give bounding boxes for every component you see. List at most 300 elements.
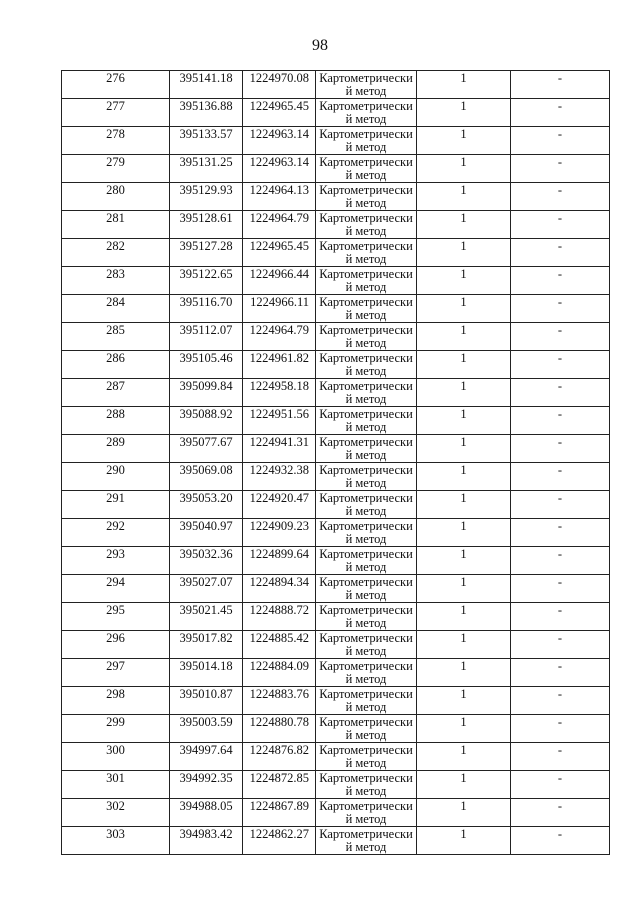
method-cell	[316, 379, 417, 407]
accuracy-cell	[417, 519, 511, 547]
x-coordinate-cell-text: 395099.84	[179, 379, 233, 393]
point-number-cell	[62, 743, 170, 771]
point-number-cell	[62, 127, 170, 155]
accuracy-cell	[417, 155, 511, 183]
point-number-cell-text: 301	[106, 771, 125, 785]
point-number-cell	[62, 603, 170, 631]
table-row	[62, 99, 610, 127]
note-cell-text: -	[557, 295, 563, 309]
note-cell-text: -	[557, 687, 563, 701]
x-coordinate-cell-text: 395128.61	[179, 211, 233, 225]
method-line-1: Картометрически	[319, 183, 413, 197]
method-cell	[316, 687, 417, 715]
method-line-2: й метод	[345, 812, 387, 826]
point-number-cell	[62, 99, 170, 127]
y-coordinate-cell	[243, 659, 316, 687]
method-line-2: й метод	[345, 728, 387, 742]
method-line-1: Картометрически	[319, 575, 413, 589]
point-number-cell-text: 289	[106, 435, 125, 449]
y-coordinate-cell-text: 1224920.47	[249, 491, 309, 505]
x-coordinate-cell	[170, 295, 243, 323]
x-coordinate-cell-text: 395069.08	[179, 463, 233, 477]
y-coordinate-cell-text: 1224961.82	[249, 351, 309, 365]
method-line-2: й метод	[345, 840, 387, 854]
y-coordinate-cell	[243, 155, 316, 183]
note-cell	[511, 183, 610, 211]
note-cell	[511, 239, 610, 267]
point-number-cell-text: 297	[106, 659, 125, 673]
method-line-1: Картометрически	[319, 799, 413, 813]
table-row	[62, 211, 610, 239]
x-coordinate-cell	[170, 155, 243, 183]
note-cell	[511, 687, 610, 715]
note-cell	[511, 603, 610, 631]
note-cell	[511, 547, 610, 575]
method-line-2: й метод	[345, 532, 387, 546]
table-row	[62, 575, 610, 603]
y-coordinate-cell-text: 1224872.85	[249, 771, 309, 785]
x-coordinate-cell-text: 395127.28	[179, 239, 233, 253]
note-cell-text: -	[557, 211, 563, 225]
y-coordinate-cell	[243, 351, 316, 379]
x-coordinate-cell-text: 395003.59	[179, 715, 233, 729]
y-coordinate-cell-text: 1224867.89	[249, 799, 309, 813]
point-number-cell-text: 279	[106, 155, 125, 169]
accuracy-cell	[417, 323, 511, 351]
y-coordinate-cell-text: 1224965.45	[249, 239, 309, 253]
method-cell	[316, 659, 417, 687]
point-number-cell	[62, 155, 170, 183]
x-coordinate-cell-text: 395133.57	[179, 127, 233, 141]
y-coordinate-cell-text: 1224965.45	[249, 99, 309, 113]
y-coordinate-cell	[243, 267, 316, 295]
method-cell	[316, 631, 417, 659]
point-number-cell	[62, 463, 170, 491]
coordinates-table	[61, 70, 610, 855]
method-line-2: й метод	[345, 84, 387, 98]
accuracy-cell	[417, 71, 511, 99]
table-body	[62, 71, 610, 855]
method-cell	[316, 155, 417, 183]
method-line-2: й метод	[345, 168, 387, 182]
method-cell	[316, 239, 417, 267]
point-number-cell-text: 298	[106, 687, 125, 701]
y-coordinate-cell	[243, 99, 316, 127]
method-line-2: й метод	[345, 392, 387, 406]
table-row	[62, 547, 610, 575]
table-row	[62, 379, 610, 407]
method-cell	[316, 519, 417, 547]
table-row	[62, 603, 610, 631]
y-coordinate-cell	[243, 771, 316, 799]
accuracy-cell-text: 1	[460, 295, 467, 309]
y-coordinate-cell	[243, 687, 316, 715]
table-row	[62, 323, 610, 351]
note-cell	[511, 771, 610, 799]
method-line-2: й метод	[345, 224, 387, 238]
point-number-cell	[62, 435, 170, 463]
note-cell	[511, 127, 610, 155]
table-row	[62, 715, 610, 743]
note-cell	[511, 71, 610, 99]
point-number-cell-text: 292	[106, 519, 125, 533]
method-line-2: й метод	[345, 336, 387, 350]
x-coordinate-cell-text: 394992.35	[179, 771, 233, 785]
method-cell	[316, 407, 417, 435]
point-number-cell	[62, 71, 170, 99]
y-coordinate-cell	[243, 743, 316, 771]
method-line-1: Картометрически	[319, 211, 413, 225]
method-line-1: Картометрически	[319, 463, 413, 477]
accuracy-cell-text: 1	[460, 351, 467, 365]
method-cell	[316, 743, 417, 771]
table-row	[62, 771, 610, 799]
method-cell	[316, 295, 417, 323]
y-coordinate-cell-text: 1224932.38	[249, 463, 309, 477]
accuracy-cell	[417, 351, 511, 379]
accuracy-cell-text: 1	[460, 407, 467, 421]
note-cell	[511, 295, 610, 323]
note-cell	[511, 631, 610, 659]
accuracy-cell	[417, 743, 511, 771]
y-coordinate-cell-text: 1224963.14	[249, 155, 309, 169]
point-number-cell-text: 278	[106, 127, 125, 141]
y-coordinate-cell	[243, 463, 316, 491]
y-coordinate-cell	[243, 379, 316, 407]
method-line-1: Картометрически	[319, 771, 413, 785]
method-line-2: й метод	[345, 588, 387, 602]
point-number-cell-text: 285	[106, 323, 125, 337]
accuracy-cell-text: 1	[460, 99, 467, 113]
method-cell	[316, 323, 417, 351]
accuracy-cell	[417, 687, 511, 715]
note-cell-text: -	[557, 99, 563, 113]
method-line-1: Картометрически	[319, 295, 413, 309]
y-coordinate-cell	[243, 435, 316, 463]
table-row	[62, 659, 610, 687]
method-line-2: й метод	[345, 784, 387, 798]
point-number-cell-text: 295	[106, 603, 125, 617]
note-cell	[511, 799, 610, 827]
accuracy-cell-text: 1	[460, 211, 467, 225]
x-coordinate-cell	[170, 715, 243, 743]
point-number-cell-text: 293	[106, 547, 125, 561]
accuracy-cell-text: 1	[460, 519, 467, 533]
y-coordinate-cell-text: 1224966.11	[250, 295, 309, 309]
x-coordinate-cell-text: 395014.18	[179, 659, 233, 673]
accuracy-cell-text: 1	[460, 491, 467, 505]
y-coordinate-cell	[243, 239, 316, 267]
accuracy-cell-text: 1	[460, 659, 467, 673]
method-line-1: Картометрически	[319, 519, 413, 533]
note-cell-text: -	[557, 183, 563, 197]
accuracy-cell	[417, 295, 511, 323]
x-coordinate-cell-text: 395027.07	[179, 575, 233, 589]
point-number-cell	[62, 715, 170, 743]
accuracy-cell	[417, 799, 511, 827]
accuracy-cell-text: 1	[460, 379, 467, 393]
accuracy-cell-text: 1	[460, 239, 467, 253]
point-number-cell	[62, 631, 170, 659]
method-line-2: й метод	[345, 504, 387, 518]
y-coordinate-cell-text: 1224883.76	[249, 687, 309, 701]
note-cell-text: -	[557, 771, 563, 785]
x-coordinate-cell	[170, 351, 243, 379]
accuracy-cell	[417, 603, 511, 631]
accuracy-cell	[417, 631, 511, 659]
x-coordinate-cell	[170, 379, 243, 407]
method-line-1: Картометрически	[319, 71, 413, 85]
accuracy-cell	[417, 407, 511, 435]
method-cell	[316, 827, 417, 855]
x-coordinate-cell	[170, 127, 243, 155]
x-coordinate-cell	[170, 435, 243, 463]
table-row	[62, 687, 610, 715]
x-coordinate-cell	[170, 519, 243, 547]
y-coordinate-cell-text: 1224963.14	[249, 127, 309, 141]
accuracy-cell	[417, 127, 511, 155]
x-coordinate-cell-text: 395122.65	[179, 267, 233, 281]
x-coordinate-cell-text: 395032.36	[179, 547, 233, 561]
note-cell	[511, 323, 610, 351]
point-number-cell	[62, 659, 170, 687]
point-number-cell-text: 284	[106, 295, 125, 309]
point-number-cell-text: 277	[106, 99, 125, 113]
x-coordinate-cell-text: 395112.07	[179, 323, 233, 337]
accuracy-cell-text: 1	[460, 631, 467, 645]
y-coordinate-cell-text: 1224909.23	[249, 519, 309, 533]
method-line-1: Картометрически	[319, 547, 413, 561]
table-row	[62, 71, 610, 99]
method-line-1: Картометрически	[319, 743, 413, 757]
method-line-1: Картометрически	[319, 267, 413, 281]
x-coordinate-cell-text: 395088.92	[179, 407, 233, 421]
accuracy-cell-text: 1	[460, 603, 467, 617]
x-coordinate-cell	[170, 659, 243, 687]
table-row	[62, 295, 610, 323]
accuracy-cell	[417, 771, 511, 799]
x-coordinate-cell-text: 394988.05	[179, 799, 233, 813]
point-number-cell-text: 276	[106, 71, 125, 85]
note-cell-text: -	[557, 239, 563, 253]
y-coordinate-cell-text: 1224941.31	[249, 435, 309, 449]
point-number-cell	[62, 771, 170, 799]
accuracy-cell	[417, 463, 511, 491]
y-coordinate-cell-text: 1224951.56	[249, 407, 309, 421]
method-cell	[316, 491, 417, 519]
table-row	[62, 183, 610, 211]
method-line-2: й метод	[345, 252, 387, 266]
table-row	[62, 799, 610, 827]
y-coordinate-cell	[243, 491, 316, 519]
table-row	[62, 407, 610, 435]
note-cell	[511, 99, 610, 127]
x-coordinate-cell	[170, 239, 243, 267]
y-coordinate-cell-text: 1224958.18	[249, 379, 309, 393]
x-coordinate-cell-text: 395053.20	[179, 491, 233, 505]
method-line-1: Картометрически	[319, 99, 413, 113]
table-row	[62, 155, 610, 183]
y-coordinate-cell	[243, 407, 316, 435]
note-cell-text: -	[557, 351, 563, 365]
point-number-cell-text: 288	[106, 407, 125, 421]
method-cell	[316, 211, 417, 239]
point-number-cell-text: 282	[106, 239, 125, 253]
point-number-cell	[62, 519, 170, 547]
accuracy-cell-text: 1	[460, 71, 467, 85]
method-line-1: Картометрически	[319, 687, 413, 701]
method-cell	[316, 799, 417, 827]
note-cell-text: -	[557, 127, 563, 141]
accuracy-cell-text: 1	[460, 323, 467, 337]
x-coordinate-cell-text: 395136.88	[179, 99, 233, 113]
note-cell-text: -	[557, 435, 563, 449]
point-number-cell	[62, 799, 170, 827]
note-cell	[511, 575, 610, 603]
y-coordinate-cell	[243, 547, 316, 575]
method-line-1: Картометрически	[319, 155, 413, 169]
y-coordinate-cell	[243, 295, 316, 323]
x-coordinate-cell-text: 395141.18	[179, 71, 233, 85]
accuracy-cell	[417, 827, 511, 855]
accuracy-cell-text: 1	[460, 827, 467, 841]
note-cell	[511, 463, 610, 491]
note-cell-text: -	[557, 407, 563, 421]
x-coordinate-cell	[170, 183, 243, 211]
note-cell	[511, 351, 610, 379]
point-number-cell-text: 283	[106, 267, 125, 281]
x-coordinate-cell-text: 395017.82	[179, 631, 233, 645]
method-line-1: Картометрически	[319, 827, 413, 841]
x-coordinate-cell	[170, 771, 243, 799]
point-number-cell	[62, 547, 170, 575]
point-number-cell	[62, 379, 170, 407]
point-number-cell-text: 294	[106, 575, 125, 589]
method-line-2: й метод	[345, 700, 387, 714]
accuracy-cell	[417, 379, 511, 407]
y-coordinate-cell	[243, 183, 316, 211]
x-coordinate-cell	[170, 687, 243, 715]
table-row	[62, 631, 610, 659]
y-coordinate-cell	[243, 603, 316, 631]
method-line-2: й метод	[345, 280, 387, 294]
method-line-2: й метод	[345, 644, 387, 658]
accuracy-cell	[417, 491, 511, 519]
x-coordinate-cell-text: 394983.42	[179, 827, 233, 841]
method-line-1: Картометрически	[319, 127, 413, 141]
note-cell	[511, 379, 610, 407]
note-cell-text: -	[557, 379, 563, 393]
note-cell-text: -	[557, 323, 563, 337]
x-coordinate-cell	[170, 491, 243, 519]
table-row	[62, 743, 610, 771]
x-coordinate-cell	[170, 463, 243, 491]
accuracy-cell	[417, 659, 511, 687]
table-row	[62, 827, 610, 855]
accuracy-cell-text: 1	[460, 687, 467, 701]
note-cell-text: -	[557, 155, 563, 169]
page-number: 98	[312, 37, 328, 54]
accuracy-cell	[417, 211, 511, 239]
y-coordinate-cell-text: 1224880.78	[249, 715, 309, 729]
y-coordinate-cell	[243, 575, 316, 603]
note-cell-text: -	[557, 71, 563, 85]
method-line-1: Картометрически	[319, 407, 413, 421]
y-coordinate-cell	[243, 71, 316, 99]
table-row	[62, 435, 610, 463]
point-number-cell-text: 291	[106, 491, 125, 505]
y-coordinate-cell-text: 1224885.42	[249, 631, 309, 645]
point-number-cell	[62, 211, 170, 239]
x-coordinate-cell	[170, 827, 243, 855]
note-cell	[511, 491, 610, 519]
note-cell	[511, 659, 610, 687]
point-number-cell-text: 300	[106, 743, 125, 757]
method-cell	[316, 603, 417, 631]
x-coordinate-cell-text: 395040.97	[179, 519, 233, 533]
note-cell	[511, 155, 610, 183]
table-row	[62, 519, 610, 547]
method-line-2: й метод	[345, 616, 387, 630]
note-cell	[511, 267, 610, 295]
x-coordinate-cell-text: 395010.87	[179, 687, 233, 701]
note-cell-text: -	[557, 743, 563, 757]
x-coordinate-cell	[170, 99, 243, 127]
accuracy-cell-text: 1	[460, 155, 467, 169]
method-line-2: й метод	[345, 476, 387, 490]
point-number-cell-text: 303	[106, 827, 125, 841]
accuracy-cell	[417, 435, 511, 463]
point-number-cell	[62, 295, 170, 323]
x-coordinate-cell	[170, 267, 243, 295]
y-coordinate-cell	[243, 799, 316, 827]
note-cell	[511, 827, 610, 855]
method-cell	[316, 435, 417, 463]
note-cell	[511, 519, 610, 547]
accuracy-cell-text: 1	[460, 743, 467, 757]
point-number-cell	[62, 575, 170, 603]
y-coordinate-cell	[243, 211, 316, 239]
point-number-cell-text: 302	[106, 799, 125, 813]
y-coordinate-cell-text: 1224964.13	[249, 183, 309, 197]
point-number-cell-text: 299	[106, 715, 125, 729]
x-coordinate-cell	[170, 603, 243, 631]
method-line-2: й метод	[345, 364, 387, 378]
y-coordinate-cell-text: 1224899.64	[249, 547, 309, 561]
method-line-1: Картометрически	[319, 239, 413, 253]
y-coordinate-cell-text: 1224964.79	[249, 211, 309, 225]
method-line-1: Картометрически	[319, 659, 413, 673]
method-line-2: й метод	[345, 196, 387, 210]
x-coordinate-cell	[170, 211, 243, 239]
x-coordinate-cell	[170, 323, 243, 351]
method-line-1: Картометрически	[319, 379, 413, 393]
table-row	[62, 267, 610, 295]
note-cell	[511, 435, 610, 463]
y-coordinate-cell-text: 1224862.27	[249, 827, 309, 841]
note-cell-text: -	[557, 827, 563, 841]
accuracy-cell	[417, 575, 511, 603]
note-cell-text: -	[557, 519, 563, 533]
accuracy-cell-text: 1	[460, 799, 467, 813]
point-number-cell	[62, 687, 170, 715]
point-number-cell	[62, 351, 170, 379]
method-line-2: й метод	[345, 560, 387, 574]
note-cell	[511, 715, 610, 743]
method-cell	[316, 463, 417, 491]
method-cell	[316, 547, 417, 575]
method-cell	[316, 127, 417, 155]
